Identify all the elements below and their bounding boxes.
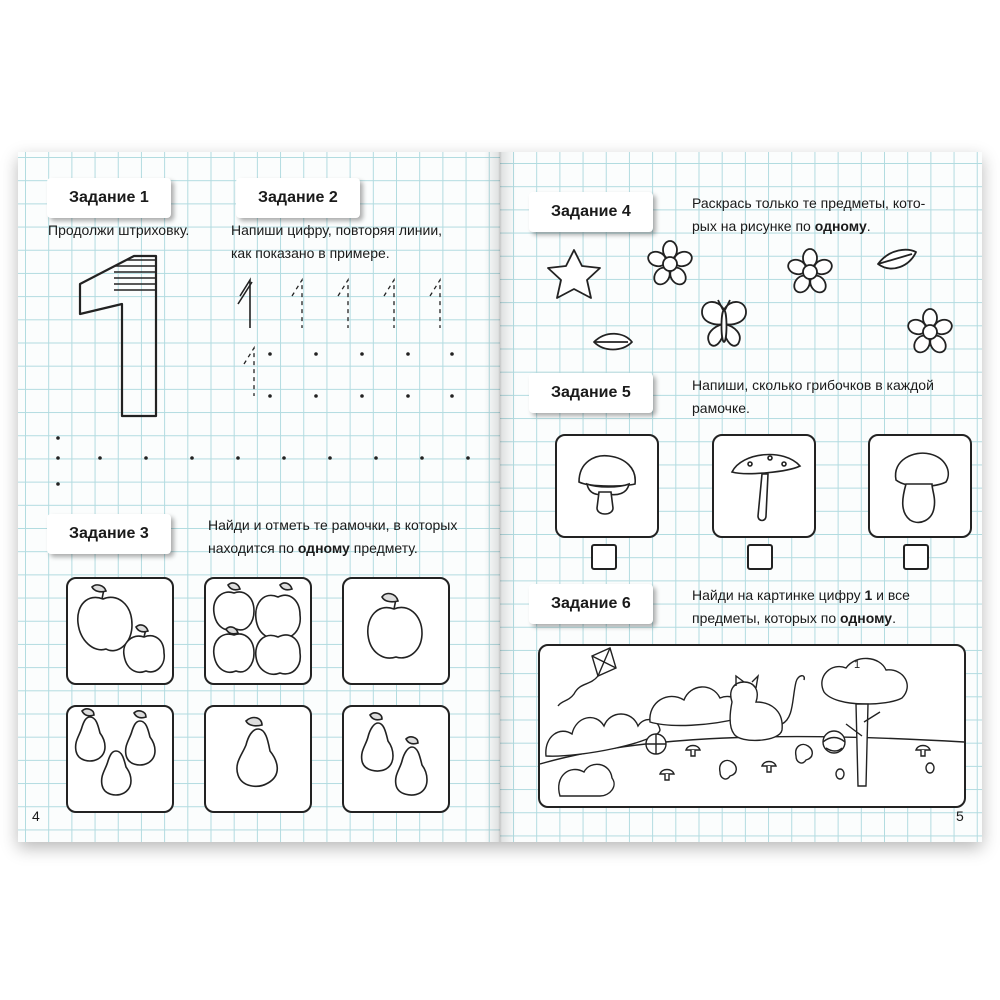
mushroom-frame-champignon bbox=[555, 434, 659, 538]
left-page bbox=[18, 152, 500, 842]
task1-digit: 1 bbox=[74, 252, 75, 253]
writing-dots-row bbox=[48, 430, 488, 490]
apples-frame-two[interactable] bbox=[66, 577, 174, 685]
task4-title: Задание 4 bbox=[529, 192, 653, 232]
task1-instruction: Продолжи штриховку. bbox=[48, 222, 190, 238]
page-number-right: 5 bbox=[956, 808, 964, 824]
task2-instruction-line2: как показано в примере. bbox=[231, 245, 390, 261]
task4-instruction-line2: рых на рисунке по одному. bbox=[692, 218, 871, 234]
task5-instruction-line2: рамочке. bbox=[692, 400, 750, 416]
task4-instruction-line1: Раскрась только те предметы, кото- bbox=[692, 195, 926, 211]
task6-instruction-line2: предметы, которых по одному. bbox=[692, 610, 896, 626]
hidden-digit-one: 1 bbox=[854, 659, 861, 671]
task3-title: Задание 3 bbox=[47, 514, 171, 554]
task2-instruction-line1: Напиши цифру, повторяя линии, bbox=[231, 222, 443, 238]
apples-frame-four[interactable] bbox=[204, 577, 312, 685]
task6-title: Задание 6 bbox=[529, 584, 653, 624]
pears-frame-two[interactable] bbox=[342, 705, 450, 813]
flower-icon bbox=[786, 249, 833, 295]
mushroom-answer-box-3[interactable] bbox=[903, 544, 929, 570]
apples-frame-one[interactable] bbox=[342, 577, 450, 685]
task2-tracing-area bbox=[230, 274, 470, 404]
butterfly-icon bbox=[702, 300, 746, 346]
task5-title: Задание 5 bbox=[529, 373, 653, 413]
mushroom-answer-box-2[interactable] bbox=[747, 544, 773, 570]
task5-instruction-line1: Напиши, сколько грибочков в каждой bbox=[692, 377, 934, 393]
task1-title: Задание 1 bbox=[47, 178, 171, 218]
mushroom-frame-toadstool bbox=[712, 434, 816, 538]
page-number-left: 4 bbox=[32, 808, 40, 824]
task2-title: Задание 2 bbox=[236, 178, 360, 218]
right-page bbox=[500, 152, 982, 842]
pears-frame-one[interactable] bbox=[204, 705, 312, 813]
task6-instruction-line1: Найди на картинке цифру 1 и все bbox=[692, 587, 910, 603]
star-icon bbox=[548, 250, 600, 298]
pears-frame-three[interactable] bbox=[66, 705, 174, 813]
task6-scene-picture bbox=[538, 644, 966, 808]
mushroom-frame-porcini bbox=[868, 434, 972, 538]
task3-instruction-line2: находится по одному предмету. bbox=[208, 540, 418, 556]
digit-one-hatching-figure bbox=[74, 252, 164, 422]
task3-instruction-line1: Найди и отметь те рамочки, в которых bbox=[208, 517, 458, 533]
open-workbook bbox=[18, 152, 982, 842]
task4-objects bbox=[540, 244, 960, 364]
mushroom-answer-box-1[interactable] bbox=[591, 544, 617, 570]
flower-icon bbox=[906, 309, 953, 355]
flower-icon bbox=[646, 241, 693, 287]
